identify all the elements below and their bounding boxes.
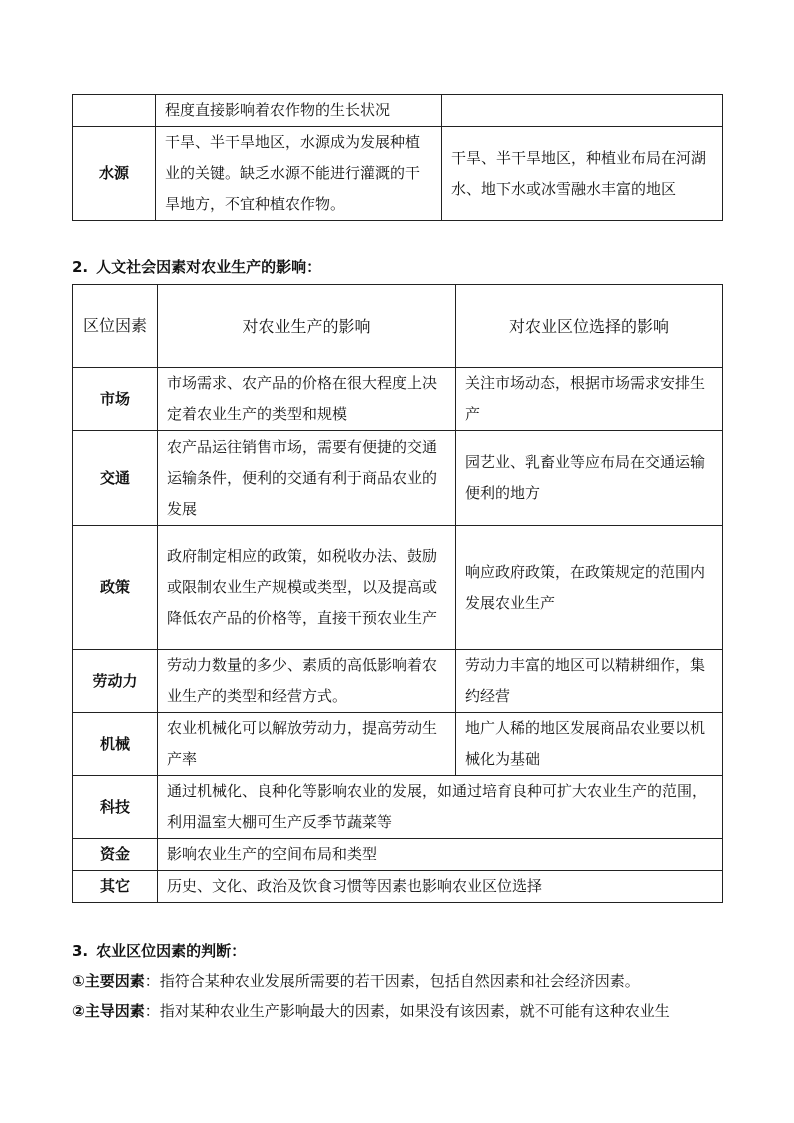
table-cell: 影响农业生产的空间布局和类型: [158, 839, 723, 871]
column-header: 对农业生产的影响: [158, 285, 456, 368]
column-header: 对农业区位选择的影响: [456, 285, 723, 368]
table-row: [73, 95, 723, 127]
table-cell: 程度直接影响着农作物的生长状况: [156, 95, 442, 127]
section-number: 2.: [72, 258, 89, 276]
definition: ：指对某种农业生产影响最大的因素，如果没有该因素，就不可能有这种农业生: [144, 1002, 670, 1020]
row-label: 劳动力: [73, 650, 158, 713]
row-label: 水源: [73, 127, 156, 221]
list-marker: ①: [72, 972, 85, 990]
term: 主导因素: [84, 1002, 145, 1020]
row-label: 科技: [73, 776, 158, 839]
table-row: [73, 713, 723, 776]
table-row: [73, 431, 723, 526]
section-heading: [72, 256, 321, 277]
term: 主要因素: [84, 972, 145, 990]
table-cell: 地广人稀的地区发展商品农业要以机械化为基础: [456, 713, 723, 776]
table-cell: 关注市场动态，根据市场需求安排生产: [456, 368, 723, 431]
table-row: [73, 839, 723, 871]
table-row: [73, 127, 723, 221]
table-row: [73, 776, 723, 839]
list-item: [72, 1000, 670, 1021]
social-factors-table: [72, 284, 723, 903]
row-label: 交通: [73, 431, 158, 526]
table-cell: 市场需求、农产品的价格在很大程度上决定着农业生产的类型和规模: [158, 368, 456, 431]
table-cell: 农产品运往销售市场，需要有便捷的交通运输条件，便利的交通有利于商品农业的发展: [158, 431, 456, 526]
row-label: 资金: [73, 839, 158, 871]
definition: ：指符合某种农业发展所需要的若干因素，包括自然因素和社会经济因素。: [144, 972, 640, 990]
list-marker: ②: [72, 1002, 85, 1020]
natural-factors-table: [72, 94, 723, 221]
table-cell: 通过机械化、良种化等影响农业的发展，如通过培育良种可扩大农业生产的范围，利用温室大棚可生产反季节蔬菜等: [158, 776, 723, 839]
row-label: 机械: [73, 713, 158, 776]
row-label: 其它: [73, 871, 158, 903]
table-cell: 干旱、半干旱地区，水源成为发展种植业的关键。缺乏水源不能进行灌溉的干旱地方，不宜种植农作物。: [156, 127, 442, 221]
column-header: 区位因素: [73, 285, 158, 368]
table-cell: 历史、文化、政治及饮食习惯等因素也影响农业区位选择: [158, 871, 723, 903]
table-cell: 响应政府政策，在政策规定的范围内发展农业生产: [456, 526, 723, 650]
table-cell: 干旱、半干旱地区，种植业布局在河湖水、地下水或冰雪融水丰富的地区: [442, 127, 723, 221]
table-cell: [73, 95, 156, 127]
row-label: 市场: [73, 368, 158, 431]
table-row: [73, 368, 723, 431]
table-row: [73, 871, 723, 903]
table-cell: 劳动力丰富的地区可以精耕细作，集约经营: [456, 650, 723, 713]
section-title: 农业区位因素的判断：: [96, 942, 247, 960]
table-cell: 政府制定相应的政策，如税收办法、鼓励或限制农业生产规模或类型，以及提高或降低农产品的价格等，直接干预农业生产: [158, 526, 456, 650]
table-cell: [442, 95, 723, 127]
section-title: 人文社会因素对农业生产的影响：: [96, 258, 322, 276]
section-number: 3.: [72, 942, 89, 960]
table-cell: 农业机械化可以解放劳动力，提高劳动生产率: [158, 713, 456, 776]
table-header-row: [73, 285, 723, 368]
table-row: [73, 526, 723, 650]
table-row: [73, 650, 723, 713]
table-cell: 劳动力数量的多少、素质的高低影响着农业生产的类型和经营方式。: [158, 650, 456, 713]
section-heading: [72, 940, 246, 961]
table-cell: 园艺业、乳畜业等应布局在交通运输便利的地方: [456, 431, 723, 526]
row-label: 政策: [73, 526, 158, 650]
list-item: [72, 970, 640, 991]
